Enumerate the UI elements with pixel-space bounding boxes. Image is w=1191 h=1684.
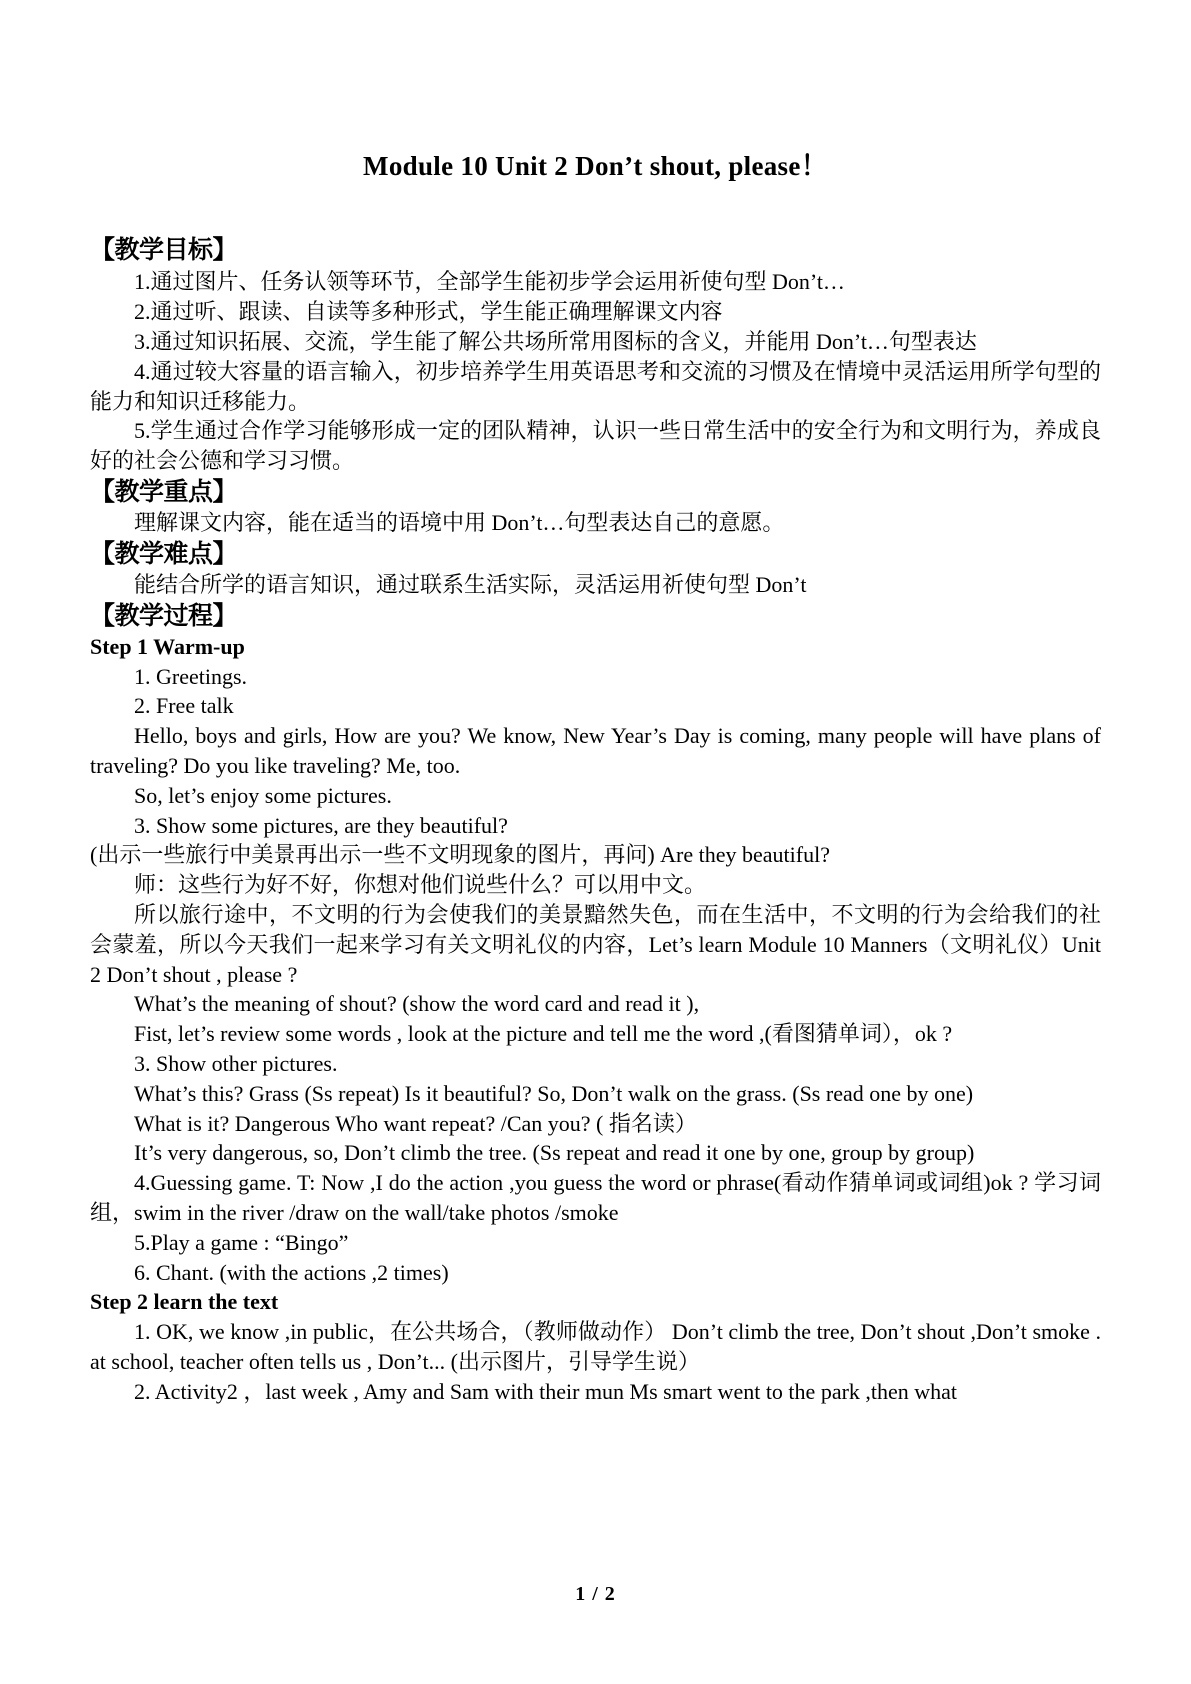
section-objectives bbox=[90, 234, 1101, 476]
process-heading: 【教学过程】 bbox=[90, 600, 238, 630]
objective-item: 1.通过图片、任务认领等环节，全部学生能初步学会运用祈使句型 Don’t… bbox=[134, 269, 845, 295]
step1-line: What’s the meaning of shout? (show the word card and read it ), bbox=[134, 991, 700, 1017]
step1-line: 6. Chant. (with the actions ,2 times) bbox=[134, 1259, 449, 1285]
step1-line: 3. Show some pictures, are they beautiful? bbox=[134, 812, 508, 838]
step1-line: 所以旅行途中，不文明的行为会使我们的美景黯然失色，而在生活中，不文明的行为会给我们的社会蒙羞，所以今天我们一起来学习有关文明礼仪的内容，Let’s learn Module 10 Manners（文明礼仪）Unit 2 Don’t shout , please ? bbox=[90, 901, 1101, 987]
step1-line: What is it? Dangerous Who want repeat? /Can you? ( 指名读） bbox=[134, 1110, 697, 1136]
step2-body bbox=[90, 1317, 1101, 1406]
section-key-points bbox=[90, 476, 1101, 538]
step1-line: Hello, boys and girls, How are you? We know, New Year’s Day is coming, many people will have plans of traveling? Do you like traveling? Me, too. bbox=[90, 723, 1101, 778]
step2-line: 1. OK, we know ,in public，在公共场合，（教师做动作） Don’t climb the tree, Don’t shout ,Don’t smoke . at school, teacher often tells us , Don’t... (出示图片，引导学生说） bbox=[90, 1319, 1101, 1375]
objective-item: 2.通过听、跟读、自读等多种形式，学生能正确理解课文内容 bbox=[134, 299, 723, 325]
step1-line: (出示一些旅行中美景再出示一些不文明现象的图片，再问) Are they beautiful? bbox=[90, 842, 830, 868]
page-title: Module 10 Unit 2 Don’t shout, please！ bbox=[363, 151, 828, 181]
step1-line: Fist, let’s review some words , look at the picture and tell me the word ,(看图猜单词），ok ? bbox=[134, 1021, 953, 1047]
step1-body bbox=[90, 662, 1101, 1288]
key-points-heading: 【教学重点】 bbox=[90, 476, 238, 506]
page-number: 1 / 2 bbox=[575, 1583, 616, 1605]
section-process bbox=[90, 600, 1101, 1407]
step1-line: 1. Greetings. bbox=[134, 663, 248, 689]
step1-line: It’s very dangerous, so, Don’t climb the tree. (Ss repeat and read it one by one, group by group) bbox=[134, 1140, 975, 1166]
step1-line: 师：这些行为好不好，你想对他们说些什么？可以用中文。 bbox=[134, 872, 707, 898]
step1-line: 2. Free talk bbox=[134, 693, 234, 719]
objective-item: 4.通过较大容量的语言输入，初步培养学生用英语思考和交流的习惯及在情境中灵活运用所学句型的能力和知识迁移能力。 bbox=[90, 358, 1101, 414]
step2-heading: Step 2 learn the text bbox=[90, 1289, 279, 1315]
objective-item: 5.学生通过合作学习能够形成一定的团队精神，认识一些日常生活中的安全行为和文明行为，养成良好的社会公德和学习习惯。 bbox=[90, 418, 1101, 474]
key-points-text: 理解课文内容，能在适当的语境中用 Don’t…句型表达自己的意愿。 bbox=[134, 509, 785, 535]
objectives-heading: 【教学目标】 bbox=[90, 235, 238, 265]
step1-line: So, let’s enjoy some pictures. bbox=[134, 782, 392, 808]
objective-item: 3.通过知识拓展、交流，学生能了解公共场所常用图标的含义，并能用 Don’t…句型表达 bbox=[134, 328, 977, 354]
step1-line: 3. Show other pictures. bbox=[134, 1050, 338, 1076]
step1-line: 4.Guessing game. T: Now ,I do the action ,you guess the word or phrase(看动作猜单词或词组)ok ? 学习词组，swim in the river /draw on the wall/take photos /smoke bbox=[90, 1170, 1101, 1225]
step1-line: What’s this? Grass (Ss repeat) Is it beautiful? So, Don’t walk on the grass. (Ss read one by one) bbox=[134, 1080, 974, 1106]
step2-line: 2. Activity2 ，last week , Amy and Sam with their mun Ms smart went to the park ,then what bbox=[134, 1378, 958, 1404]
step1-heading: Step 1 Warm-up bbox=[90, 633, 245, 659]
step1-line: 5.Play a game : “Bingo” bbox=[134, 1229, 349, 1255]
section-difficult-points bbox=[90, 538, 1101, 600]
difficult-points-heading: 【教学难点】 bbox=[90, 538, 238, 568]
difficult-points-text: 能结合所学的语言知识，通过联系生活实际，灵活运用祈使句型 Don’t bbox=[134, 571, 807, 597]
